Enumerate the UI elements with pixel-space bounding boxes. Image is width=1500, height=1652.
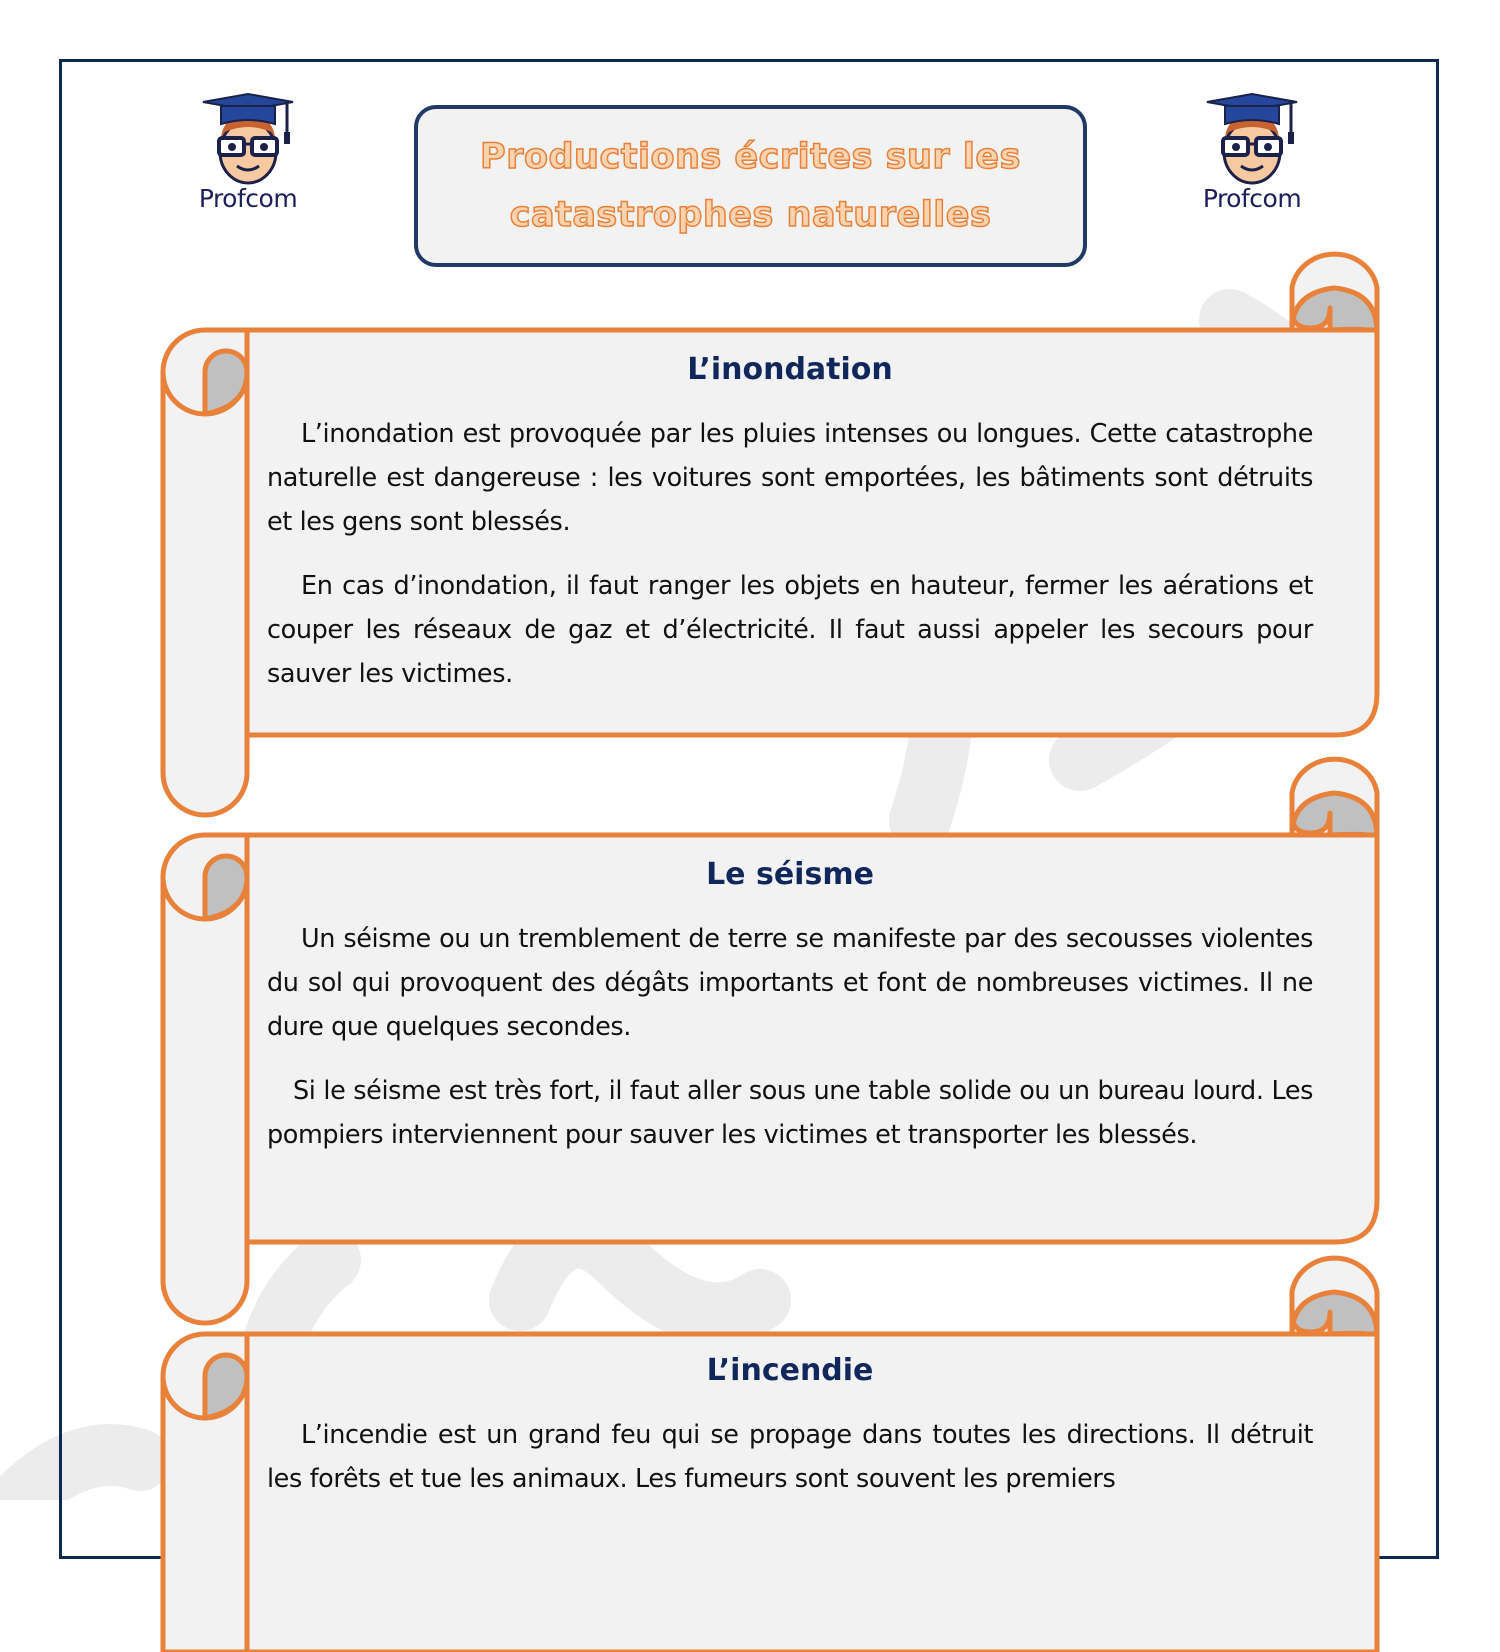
scroll-content [267,853,1313,1157]
scroll-content [267,1349,1313,1501]
section-paragraph: Si le séisme est très fort, il faut aller sous une table solide ou un bureau lourd. Les pompiers interviennent pour sauver les victimes et transporter les blessés. [267,1076,1313,1150]
section-paragraph: L’inondation est provoquée par les pluies intenses ou longues. Cette catastrophe naturelle est dangereuse : les voitures sont emportées, les bâtiments sont détruits et les gens sont blessés. [267,419,1313,537]
section-heading: L’incendie [706,1353,874,1388]
graduate-mascot-icon [183,88,313,188]
logo-left [183,88,313,223]
scroll-section-inondation [150,248,1390,818]
section-paragraph: L’incendie est un grand feu qui se propage dans toutes les directions. Il détruit les forêts et tue les animaux. Les fumeurs sont souvent les premiers [267,1420,1313,1494]
graduate-mascot-icon [1187,88,1317,188]
page-title-line-2: catastrophes naturelles [509,195,992,235]
section-heading: Le séisme [706,857,874,892]
section-heading: L’inondation [687,352,893,387]
scroll-section-seisme [150,753,1390,1328]
section-paragraph: Un séisme ou un tremblement de terre se manifeste par des secousses violentes du sol qui provoquent des dégâts importants et font de nombreuses victimes. Il ne dure que quelques secondes. [267,924,1313,1042]
page-title-line-1: Productions écrites sur les [480,137,1021,177]
logo-right [1187,88,1317,223]
scroll-content [267,348,1313,696]
logo-brand-text: Profcom [198,184,298,213]
logo-brand-text: Profcom [1202,184,1302,213]
page-title-box [414,105,1087,267]
scroll-section-incendie [150,1252,1390,1652]
section-paragraph: En cas d’inondation, il faut ranger les objets en hauteur, fermer les aérations et couper les réseaux de gaz et d’électricité. Il faut aussi appeler les secours pour sauver les victimes. [267,571,1313,689]
